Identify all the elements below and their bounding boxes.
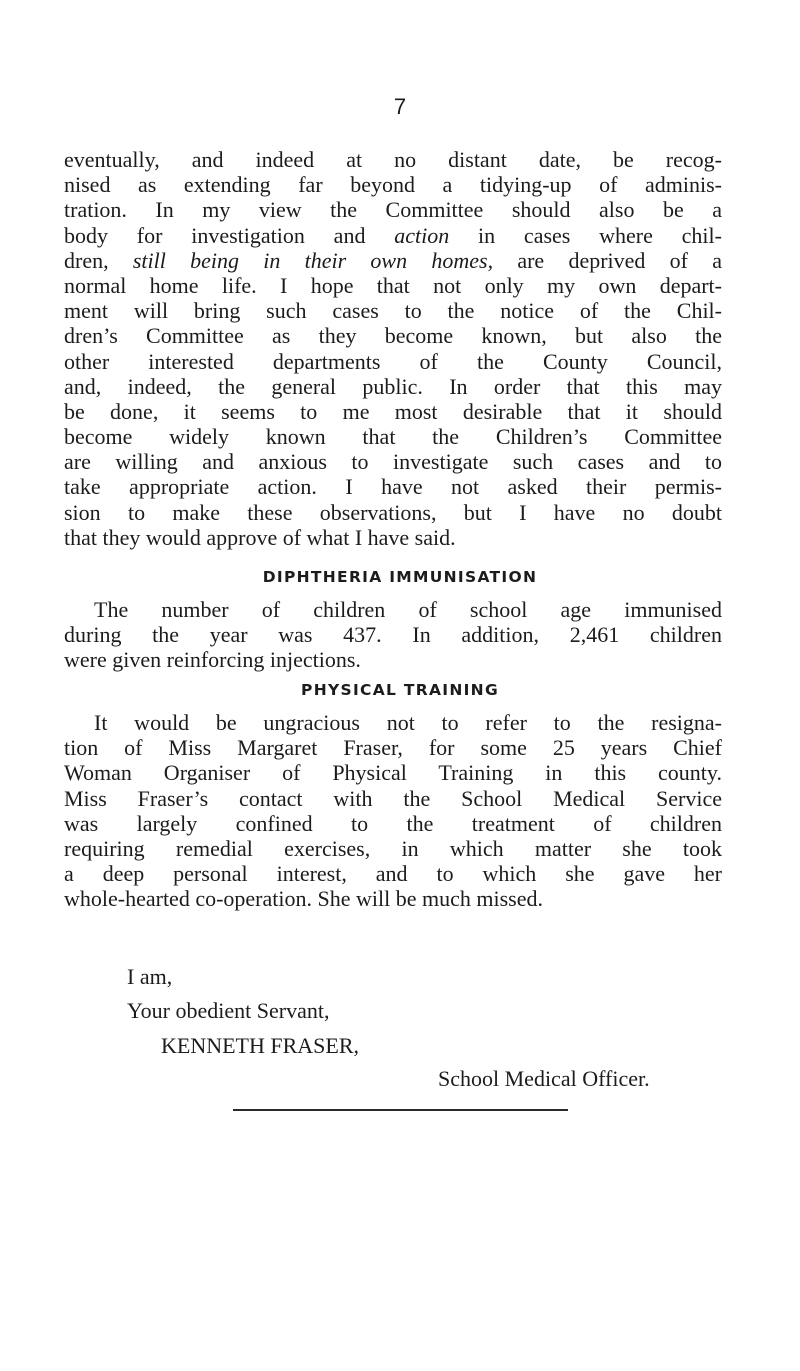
text-line: nised as extending far beyond a tidying-up of adminis- xyxy=(64,172,722,198)
paragraph-diphtheria xyxy=(64,597,722,673)
text-line: dren’s Committee as they become known, but also the xyxy=(64,323,722,349)
paragraph-physical-training xyxy=(64,710,722,912)
text-line: were given reinforcing injections. xyxy=(64,647,361,673)
text-line: was largely confined to the treatment of children xyxy=(64,810,722,836)
text-line: eventually, and indeed at no distant date, be recog- xyxy=(64,147,722,172)
text-line: tration. In my view the Committee should also be a xyxy=(64,197,722,223)
italic-text: action xyxy=(394,222,450,248)
signoff-salutation: I am, xyxy=(127,964,173,989)
text-line: and, indeed, the general public. In order that this may xyxy=(64,373,722,399)
text-run: body for investigation and xyxy=(64,222,395,248)
text-run: in cases where chil- xyxy=(449,222,722,248)
text-line: It would be ungracious not to refer to the resigna- xyxy=(94,710,722,735)
text-line: that they would approve of what I have said. xyxy=(64,524,456,550)
text-run: are deprived of a xyxy=(493,247,723,273)
text-line: be done, it seems to me most desirable that it should xyxy=(64,398,722,424)
text-line: Miss Fraser’s contact with the School Medical Service xyxy=(64,785,722,811)
paragraph-childrens-committee xyxy=(64,147,722,550)
section-heading-physical-training: PHYSICAL TRAINING xyxy=(301,681,499,699)
text-line: The number of children of school age immunised xyxy=(94,597,722,622)
text-line: ment will bring such cases to the notice of the Chil- xyxy=(64,298,722,324)
end-rule-divider xyxy=(233,1109,568,1111)
page-number: 7 xyxy=(393,94,407,119)
text-line: a deep personal interest, and to which she gave her xyxy=(64,861,722,887)
signoff-title: School Medical Officer. xyxy=(438,1066,650,1091)
text-line: normal home life. I hope that not only my own depart- xyxy=(64,272,722,298)
text-line xyxy=(64,248,722,273)
italic-text: still being in their own homes, xyxy=(132,247,494,273)
section-heading-diphtheria: DIPHTHERIA IMMUNISATION xyxy=(262,568,538,586)
signoff-name: KENNETH FRASER, xyxy=(161,1033,360,1058)
text-line: requiring remedial exercises, in which matter she took xyxy=(64,835,722,861)
text-line: take appropriate action. I have not asked their permis- xyxy=(64,474,722,500)
text-line: are willing and anxious to investigate such cases and to xyxy=(64,449,722,475)
text-run: dren, xyxy=(64,247,133,273)
text-line: whole-hearted co-operation. She will be much missed. xyxy=(64,886,543,912)
text-line xyxy=(64,223,722,248)
text-line: sion to make these observations, but I have no doubt xyxy=(64,499,722,525)
text-line: become widely known that the Children’s Committee xyxy=(64,424,722,450)
text-line: Woman Organiser of Physical Training in this county. xyxy=(64,760,722,786)
text-line: other interested departments of the County Council, xyxy=(64,348,722,374)
signoff-closing: Your obedient Servant, xyxy=(127,998,330,1023)
text-line: during the year was 437. In addition, 2,461 children xyxy=(64,622,722,648)
text-line: tion of Miss Margaret Fraser, for some 25 years Chief xyxy=(64,735,722,761)
